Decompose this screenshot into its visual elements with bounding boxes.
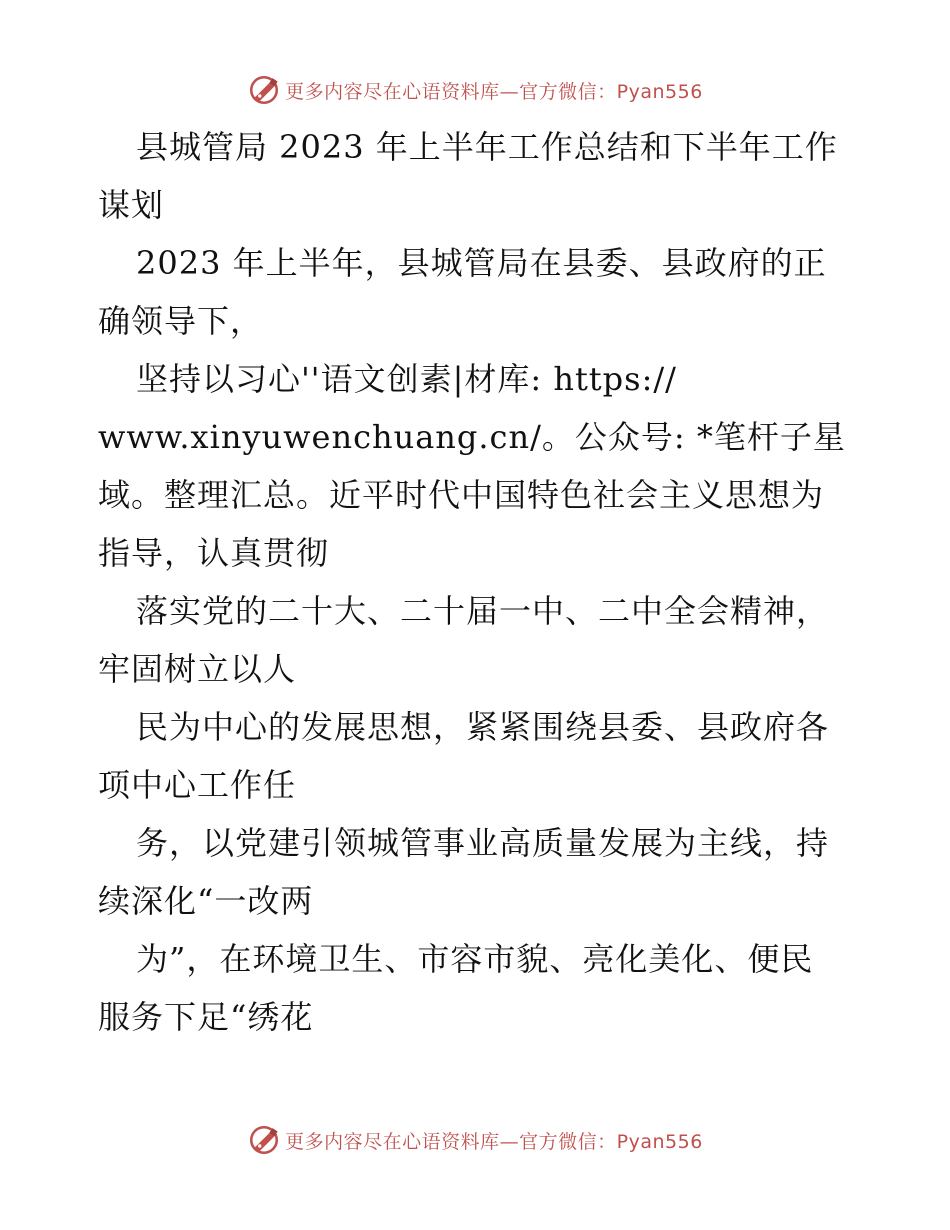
document-line: 牢固树立以人	[98, 650, 297, 688]
header-wechat-id: Pyan556	[616, 80, 703, 103]
document-line: 服务下足“绣花	[98, 998, 314, 1036]
header-banner-label: 更多内容尽在心语资料库—官方微信：	[285, 80, 617, 103]
document-line: 谋划	[98, 186, 165, 224]
document-line: 务，以党建引领城管事业高质量发展为主线，持	[136, 824, 830, 862]
footer-banner	[0, 1120, 950, 1160]
document-line: 指导，认真贯彻	[98, 534, 330, 572]
document-line: www.xinyuwenchuang.cn/。公众号: *笔杆子星	[98, 418, 846, 456]
header-banner	[0, 70, 950, 110]
document-line: 民为中心的发展思想，紧紧围绕县委、县政府各	[136, 708, 830, 746]
document-line: 坚持以习心''语文创素|材库: https://	[136, 360, 677, 398]
document-line: 域。整理汇总。近平时代中国特色社会主义思想为	[98, 476, 825, 514]
footer-wechat-id: Pyan556	[616, 1130, 703, 1153]
document-line: 项中心工作任	[98, 766, 297, 804]
document-line: 续深化“一改两	[98, 882, 314, 920]
footer-banner-text	[285, 1127, 703, 1154]
footer-banner-label: 更多内容尽在心语资料库—官方微信：	[285, 1130, 617, 1153]
document-line: 确领导下，	[98, 302, 264, 340]
document-line: 2023 年上半年，县城管局在县委、县政府的正	[136, 244, 827, 282]
pen-nib-logo-icon	[247, 73, 281, 107]
document-line: 县城管局 2023 年上半年工作总结和下半年工作	[136, 128, 838, 166]
header-banner-text	[285, 77, 703, 104]
document-line: 落实党的二十大、二十届一中、二中全会精神，	[136, 592, 830, 630]
document-line: 为”，在环境卫生、市容市貌、亮化美化、便民	[136, 940, 814, 978]
document-body	[98, 118, 858, 1046]
pen-nib-logo-icon	[247, 1123, 281, 1157]
